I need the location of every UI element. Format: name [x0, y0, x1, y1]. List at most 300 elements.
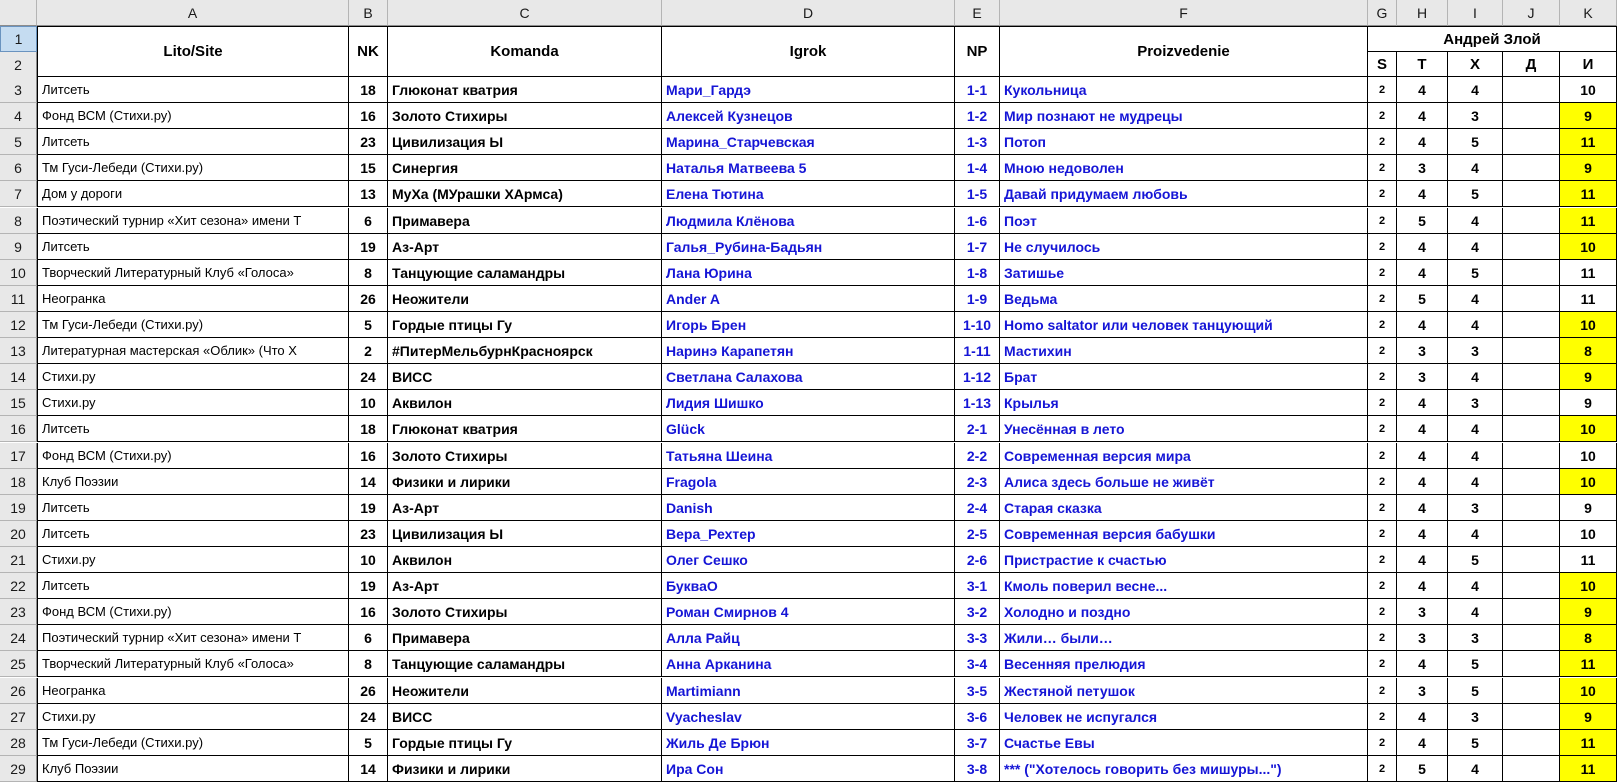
cell-E24[interactable]: 3-3 — [955, 625, 1000, 651]
cell-E29[interactable]: 3-8 — [955, 756, 1000, 782]
cell-F27[interactable]: Человек не испугался — [1000, 704, 1368, 730]
cell-H25[interactable]: 4 — [1397, 651, 1448, 677]
cell-K13[interactable]: 8 — [1560, 338, 1617, 364]
cell-K15[interactable]: 9 — [1560, 390, 1617, 416]
cell-I7[interactable]: 5 — [1448, 181, 1503, 207]
cell-C19[interactable]: Аз-Арт — [388, 495, 662, 521]
cell-D17[interactable]: Татьяна Шеина — [662, 443, 955, 469]
cell-J8[interactable] — [1503, 208, 1560, 234]
cell-J16[interactable] — [1503, 416, 1560, 442]
cell-G13[interactable]: 2 — [1368, 338, 1397, 364]
cell-B4[interactable]: 16 — [349, 103, 388, 129]
cell-I8[interactable]: 4 — [1448, 208, 1503, 234]
cell-F28[interactable]: Счастье Евы — [1000, 730, 1368, 756]
cell-B29[interactable]: 14 — [349, 756, 388, 782]
cell-G11[interactable]: 2 — [1368, 286, 1397, 312]
cell-K10[interactable]: 11 — [1560, 260, 1617, 286]
row-header-22[interactable]: 22 — [0, 573, 37, 599]
cell-G16[interactable]: 2 — [1368, 416, 1397, 442]
cell-A21[interactable]: Стихи.ру — [37, 547, 349, 573]
cell-C13[interactable]: #ПитерМельбурнКрасноярск — [388, 338, 662, 364]
cell-K4[interactable]: 9 — [1560, 103, 1617, 129]
cell-H12[interactable]: 4 — [1397, 312, 1448, 338]
cell-F7[interactable]: Давай придумаем любовь — [1000, 181, 1368, 207]
cell-J24[interactable] — [1503, 625, 1560, 651]
cell-E17[interactable]: 2-2 — [955, 443, 1000, 469]
cell-H6[interactable]: 3 — [1397, 155, 1448, 181]
cell-E15[interactable]: 1-13 — [955, 390, 1000, 416]
cell-K23[interactable]: 9 — [1560, 599, 1617, 625]
cell-F15[interactable]: Крылья — [1000, 390, 1368, 416]
cell-C14[interactable]: ВИСС — [388, 364, 662, 390]
cell-E16[interactable]: 2-1 — [955, 416, 1000, 442]
cell-C24[interactable]: Примавера — [388, 625, 662, 651]
cell-F10[interactable]: Затишье — [1000, 260, 1368, 286]
cell-B19[interactable]: 19 — [349, 495, 388, 521]
cell-K8[interactable]: 11 — [1560, 208, 1617, 234]
cell-I20[interactable]: 4 — [1448, 521, 1503, 547]
cell-B18[interactable]: 14 — [349, 469, 388, 495]
row-header-4[interactable]: 4 — [0, 103, 37, 129]
cell-K28[interactable]: 11 — [1560, 730, 1617, 756]
cell-B28[interactable]: 5 — [349, 730, 388, 756]
cell-B8[interactable]: 6 — [349, 208, 388, 234]
cell-I6[interactable]: 4 — [1448, 155, 1503, 181]
cell-I3[interactable]: 4 — [1448, 77, 1503, 103]
cell-H27[interactable]: 4 — [1397, 704, 1448, 730]
cell-G17[interactable]: 2 — [1368, 443, 1397, 469]
cell-D23[interactable]: Роман Смирнов 4 — [662, 599, 955, 625]
cell-K11[interactable]: 11 — [1560, 286, 1617, 312]
cell-G26[interactable]: 2 — [1368, 678, 1397, 704]
cell-D28[interactable]: Жиль Де Брюн — [662, 730, 955, 756]
column-header-H[interactable]: H — [1397, 0, 1448, 26]
cell-G29[interactable]: 2 — [1368, 756, 1397, 782]
cell-F9[interactable]: Не случилось — [1000, 234, 1368, 260]
cell-D26[interactable]: Martimiann — [662, 678, 955, 704]
cell-F19[interactable]: Старая сказка — [1000, 495, 1368, 521]
row-header-20[interactable]: 20 — [0, 521, 37, 547]
cell-B10[interactable]: 8 — [349, 260, 388, 286]
cell-A4[interactable]: Фонд ВСМ (Стихи.ру) — [37, 103, 349, 129]
cell-K27[interactable]: 9 — [1560, 704, 1617, 730]
cell-F20[interactable]: Современная версия бабушки — [1000, 521, 1368, 547]
cell-C25[interactable]: Танцующие саламандры — [388, 651, 662, 677]
cell-H7[interactable]: 4 — [1397, 181, 1448, 207]
cell-A24[interactable]: Поэтический турнир «Хит сезона» имени Т — [37, 625, 349, 651]
cell-E19[interactable]: 2-4 — [955, 495, 1000, 521]
cell-G10[interactable]: 2 — [1368, 260, 1397, 286]
cell-B9[interactable]: 19 — [349, 234, 388, 260]
cell-I16[interactable]: 4 — [1448, 416, 1503, 442]
column-header-K[interactable]: K — [1560, 0, 1617, 26]
cell-D22[interactable]: БукваО — [662, 573, 955, 599]
row-header-23[interactable]: 23 — [0, 599, 37, 625]
cell-F29[interactable]: *** ("Хотелось говорить без мишуры...") — [1000, 756, 1368, 782]
row-header-25[interactable]: 25 — [0, 651, 37, 677]
cell-D29[interactable]: Ира Сон — [662, 756, 955, 782]
cell-I15[interactable]: 3 — [1448, 390, 1503, 416]
cell-H28[interactable]: 4 — [1397, 730, 1448, 756]
cell-J6[interactable] — [1503, 155, 1560, 181]
cell-I21[interactable]: 5 — [1448, 547, 1503, 573]
row-header-14[interactable]: 14 — [0, 364, 37, 390]
row-header-27[interactable]: 27 — [0, 704, 37, 730]
cell-F26[interactable]: Жестяной петушок — [1000, 678, 1368, 704]
cell-C28[interactable]: Гордые птицы Гу — [388, 730, 662, 756]
cell-A16[interactable]: Литсеть — [37, 416, 349, 442]
cell-C23[interactable]: Золото Стихиры — [388, 599, 662, 625]
cell-C5[interactable]: Цивилизация Ы — [388, 129, 662, 155]
cell-C20[interactable]: Цивилизация Ы — [388, 521, 662, 547]
cell-D18[interactable]: Fragola — [662, 469, 955, 495]
cell-B17[interactable]: 16 — [349, 443, 388, 469]
cell-D20[interactable]: Вера_Рехтер — [662, 521, 955, 547]
cell-G23[interactable]: 2 — [1368, 599, 1397, 625]
column-header-J[interactable]: J — [1503, 0, 1560, 26]
cell-E8[interactable]: 1-6 — [955, 208, 1000, 234]
cell-F25[interactable]: Весенняя прелюдия — [1000, 651, 1368, 677]
cell-G21[interactable]: 2 — [1368, 547, 1397, 573]
cell-J7[interactable] — [1503, 181, 1560, 207]
cell-A15[interactable]: Стихи.ру — [37, 390, 349, 416]
cell-E12[interactable]: 1-10 — [955, 312, 1000, 338]
cell-F4[interactable]: Мир познают не мудрецы — [1000, 103, 1368, 129]
cell-H17[interactable]: 4 — [1397, 443, 1448, 469]
cell-F14[interactable]: Брат — [1000, 364, 1368, 390]
cell-F3[interactable]: Кукольница — [1000, 77, 1368, 103]
cell-C8[interactable]: Примавера — [388, 208, 662, 234]
cell-E7[interactable]: 1-5 — [955, 181, 1000, 207]
cell-E10[interactable]: 1-8 — [955, 260, 1000, 286]
row-header-12[interactable]: 12 — [0, 312, 37, 338]
cell-I5[interactable]: 5 — [1448, 129, 1503, 155]
cell-J12[interactable] — [1503, 312, 1560, 338]
cell-C12[interactable]: Гордые птицы Гу — [388, 312, 662, 338]
row-header-13[interactable]: 13 — [0, 338, 37, 364]
cell-J28[interactable] — [1503, 730, 1560, 756]
row-header-2[interactable]: 2 — [0, 52, 37, 78]
cell-E11[interactable]: 1-9 — [955, 286, 1000, 312]
cell-I14[interactable]: 4 — [1448, 364, 1503, 390]
cell-H18[interactable]: 4 — [1397, 469, 1448, 495]
cell-A17[interactable]: Фонд ВСМ (Стихи.ру) — [37, 443, 349, 469]
cell-D7[interactable]: Елена Тютина — [662, 181, 955, 207]
cell-D27[interactable]: Vyacheslav — [662, 704, 955, 730]
cell-J23[interactable] — [1503, 599, 1560, 625]
cell-F16[interactable]: Унесённая в лето — [1000, 416, 1368, 442]
cell-F6[interactable]: Мною недоволен — [1000, 155, 1368, 181]
row-header-19[interactable]: 19 — [0, 495, 37, 521]
cell-D3[interactable]: Мари_Гардэ — [662, 77, 955, 103]
cell-C11[interactable]: Неожители — [388, 286, 662, 312]
cell-C27[interactable]: ВИСС — [388, 704, 662, 730]
row-header-9[interactable]: 9 — [0, 234, 37, 260]
cell-C18[interactable]: Физики и лирики — [388, 469, 662, 495]
cell-F13[interactable]: Мастихин — [1000, 338, 1368, 364]
cell-F18[interactable]: Алиса здесь больше не живёт — [1000, 469, 1368, 495]
cell-H14[interactable]: 3 — [1397, 364, 1448, 390]
cell-H29[interactable]: 5 — [1397, 756, 1448, 782]
cell-B11[interactable]: 26 — [349, 286, 388, 312]
cell-K16[interactable]: 10 — [1560, 416, 1617, 442]
cell-I10[interactable]: 5 — [1448, 260, 1503, 286]
cell-J10[interactable] — [1503, 260, 1560, 286]
cell-B15[interactable]: 10 — [349, 390, 388, 416]
cell-E6[interactable]: 1-4 — [955, 155, 1000, 181]
cell-A14[interactable]: Стихи.ру — [37, 364, 349, 390]
row-header-10[interactable]: 10 — [0, 260, 37, 286]
cell-F8[interactable]: Поэт — [1000, 208, 1368, 234]
cell-K29[interactable]: 11 — [1560, 756, 1617, 782]
cell-G24[interactable]: 2 — [1368, 625, 1397, 651]
cell-B6[interactable]: 15 — [349, 155, 388, 181]
cell-J22[interactable] — [1503, 573, 1560, 599]
cell-A6[interactable]: Тм Гуси-Лебеди (Стихи.ру) — [37, 155, 349, 181]
cell-A29[interactable]: Клуб Поэзии — [37, 756, 349, 782]
cell-A12[interactable]: Тм Гуси-Лебеди (Стихи.ру) — [37, 312, 349, 338]
cell-C21[interactable]: Аквилон — [388, 547, 662, 573]
row-header-16[interactable]: 16 — [0, 416, 37, 442]
cell-H8[interactable]: 5 — [1397, 208, 1448, 234]
cell-J13[interactable] — [1503, 338, 1560, 364]
cell-F22[interactable]: Кмоль поверил весне... — [1000, 573, 1368, 599]
row-header-6[interactable]: 6 — [0, 155, 37, 181]
cell-F5[interactable]: Потоп — [1000, 129, 1368, 155]
cell-A26[interactable]: Неогранка — [37, 678, 349, 704]
cell-E23[interactable]: 3-2 — [955, 599, 1000, 625]
cell-K24[interactable]: 8 — [1560, 625, 1617, 651]
cell-G14[interactable]: 2 — [1368, 364, 1397, 390]
cell-J19[interactable] — [1503, 495, 1560, 521]
cell-H21[interactable]: 4 — [1397, 547, 1448, 573]
cell-I23[interactable]: 4 — [1448, 599, 1503, 625]
cell-E13[interactable]: 1-11 — [955, 338, 1000, 364]
cell-E28[interactable]: 3-7 — [955, 730, 1000, 756]
cell-F12[interactable]: Homo saltator или человек танцующий — [1000, 312, 1368, 338]
cell-H22[interactable]: 4 — [1397, 573, 1448, 599]
cell-D6[interactable]: Наталья Матвеева 5 — [662, 155, 955, 181]
cell-I26[interactable]: 5 — [1448, 678, 1503, 704]
cell-I29[interactable]: 4 — [1448, 756, 1503, 782]
cell-B14[interactable]: 24 — [349, 364, 388, 390]
cell-B12[interactable]: 5 — [349, 312, 388, 338]
cell-I28[interactable]: 5 — [1448, 730, 1503, 756]
cell-G20[interactable]: 2 — [1368, 521, 1397, 547]
cell-C16[interactable]: Глюконат кватрия — [388, 416, 662, 442]
cell-H9[interactable]: 4 — [1397, 234, 1448, 260]
cell-B13[interactable]: 2 — [349, 338, 388, 364]
cell-A23[interactable]: Фонд ВСМ (Стихи.ру) — [37, 599, 349, 625]
cell-I17[interactable]: 4 — [1448, 443, 1503, 469]
cell-B22[interactable]: 19 — [349, 573, 388, 599]
cell-K21[interactable]: 11 — [1560, 547, 1617, 573]
row-header-15[interactable]: 15 — [0, 390, 37, 416]
cell-J20[interactable] — [1503, 521, 1560, 547]
cell-B5[interactable]: 23 — [349, 129, 388, 155]
cell-J11[interactable] — [1503, 286, 1560, 312]
cell-K19[interactable]: 9 — [1560, 495, 1617, 521]
cell-G3[interactable]: 2 — [1368, 77, 1397, 103]
cell-K22[interactable]: 10 — [1560, 573, 1617, 599]
cell-E26[interactable]: 3-5 — [955, 678, 1000, 704]
cell-B16[interactable]: 18 — [349, 416, 388, 442]
cell-K5[interactable]: 11 — [1560, 129, 1617, 155]
cell-D10[interactable]: Лана Юрина — [662, 260, 955, 286]
row-header-18[interactable]: 18 — [0, 469, 37, 495]
cell-I19[interactable]: 3 — [1448, 495, 1503, 521]
cell-D5[interactable]: Марина_Старчевская — [662, 129, 955, 155]
row-header-21[interactable]: 21 — [0, 547, 37, 573]
column-header-G[interactable]: G — [1368, 0, 1397, 26]
column-header-C[interactable]: C — [388, 0, 662, 26]
row-header-26[interactable]: 26 — [0, 678, 37, 704]
cell-A20[interactable]: Литсеть — [37, 521, 349, 547]
cell-C17[interactable]: Золото Стихиры — [388, 443, 662, 469]
cell-I24[interactable]: 3 — [1448, 625, 1503, 651]
cell-I9[interactable]: 4 — [1448, 234, 1503, 260]
column-header-A[interactable]: A — [37, 0, 349, 26]
cell-E4[interactable]: 1-2 — [955, 103, 1000, 129]
cell-J29[interactable] — [1503, 756, 1560, 782]
cell-F21[interactable]: Пристрастие к счастью — [1000, 547, 1368, 573]
cell-H24[interactable]: 3 — [1397, 625, 1448, 651]
cell-J25[interactable] — [1503, 651, 1560, 677]
cell-A27[interactable]: Стихи.ру — [37, 704, 349, 730]
cell-J9[interactable] — [1503, 234, 1560, 260]
cell-G28[interactable]: 2 — [1368, 730, 1397, 756]
cell-G18[interactable]: 2 — [1368, 469, 1397, 495]
cell-B20[interactable]: 23 — [349, 521, 388, 547]
row-header-5[interactable]: 5 — [0, 129, 37, 155]
cell-D25[interactable]: Анна Арканина — [662, 651, 955, 677]
cell-G25[interactable]: 2 — [1368, 651, 1397, 677]
cell-F24[interactable]: Жили… были… — [1000, 625, 1368, 651]
cell-G15[interactable]: 2 — [1368, 390, 1397, 416]
cell-G19[interactable]: 2 — [1368, 495, 1397, 521]
cell-I22[interactable]: 4 — [1448, 573, 1503, 599]
cell-J3[interactable] — [1503, 77, 1560, 103]
cell-C3[interactable]: Глюконат кватрия — [388, 77, 662, 103]
cell-C15[interactable]: Аквилон — [388, 390, 662, 416]
cell-A22[interactable]: Литсеть — [37, 573, 349, 599]
cell-I13[interactable]: 3 — [1448, 338, 1503, 364]
cell-H23[interactable]: 3 — [1397, 599, 1448, 625]
cell-C9[interactable]: Аз-Арт — [388, 234, 662, 260]
cell-D9[interactable]: Галья_Рубина-Бадьян — [662, 234, 955, 260]
row-header-7[interactable]: 7 — [0, 181, 37, 207]
cell-A18[interactable]: Клуб Поэзии — [37, 469, 349, 495]
cell-E21[interactable]: 2-6 — [955, 547, 1000, 573]
cell-B25[interactable]: 8 — [349, 651, 388, 677]
cell-G4[interactable]: 2 — [1368, 103, 1397, 129]
cell-A28[interactable]: Тм Гуси-Лебеди (Стихи.ру) — [37, 730, 349, 756]
cell-J15[interactable] — [1503, 390, 1560, 416]
select-all-corner[interactable] — [0, 0, 37, 26]
cell-A5[interactable]: Литсеть — [37, 129, 349, 155]
cell-J14[interactable] — [1503, 364, 1560, 390]
cell-J27[interactable] — [1503, 704, 1560, 730]
cell-D24[interactable]: Алла Райц — [662, 625, 955, 651]
cell-G6[interactable]: 2 — [1368, 155, 1397, 181]
row-header-29[interactable]: 29 — [0, 756, 37, 782]
cell-I11[interactable]: 4 — [1448, 286, 1503, 312]
cell-K7[interactable]: 11 — [1560, 181, 1617, 207]
cell-A3[interactable]: Литсеть — [37, 77, 349, 103]
cell-H26[interactable]: 3 — [1397, 678, 1448, 704]
cell-K26[interactable]: 10 — [1560, 678, 1617, 704]
cell-G7[interactable]: 2 — [1368, 181, 1397, 207]
cell-H5[interactable]: 4 — [1397, 129, 1448, 155]
cell-E9[interactable]: 1-7 — [955, 234, 1000, 260]
column-header-D[interactable]: D — [662, 0, 955, 26]
cell-H10[interactable]: 4 — [1397, 260, 1448, 286]
cell-I12[interactable]: 4 — [1448, 312, 1503, 338]
cell-D8[interactable]: Людмила Клёнова — [662, 208, 955, 234]
cell-H11[interactable]: 5 — [1397, 286, 1448, 312]
cell-F11[interactable]: Ведьма — [1000, 286, 1368, 312]
cell-E14[interactable]: 1-12 — [955, 364, 1000, 390]
cell-J5[interactable] — [1503, 129, 1560, 155]
column-header-F[interactable]: F — [1000, 0, 1368, 26]
cell-G27[interactable]: 2 — [1368, 704, 1397, 730]
row-header-17[interactable]: 17 — [0, 443, 37, 469]
cell-I25[interactable]: 5 — [1448, 651, 1503, 677]
cell-C7[interactable]: МуХа (МУрашки ХАрмса) — [388, 181, 662, 207]
row-header-3[interactable]: 3 — [0, 77, 37, 103]
cell-F17[interactable]: Современная версия мира — [1000, 443, 1368, 469]
cell-B26[interactable]: 26 — [349, 678, 388, 704]
cell-A25[interactable]: Творческий Литературный Клуб «Голоса» — [37, 651, 349, 677]
cell-J17[interactable] — [1503, 443, 1560, 469]
cell-D21[interactable]: Олег Сешко — [662, 547, 955, 573]
cell-D19[interactable]: Danish — [662, 495, 955, 521]
cell-J26[interactable] — [1503, 678, 1560, 704]
cell-K18[interactable]: 10 — [1560, 469, 1617, 495]
cell-C26[interactable]: Неожители — [388, 678, 662, 704]
cell-H15[interactable]: 4 — [1397, 390, 1448, 416]
cell-H20[interactable]: 4 — [1397, 521, 1448, 547]
column-header-E[interactable]: E — [955, 0, 1000, 26]
cell-K14[interactable]: 9 — [1560, 364, 1617, 390]
column-header-I[interactable]: I — [1448, 0, 1503, 26]
cell-K20[interactable]: 10 — [1560, 521, 1617, 547]
cell-G22[interactable]: 2 — [1368, 573, 1397, 599]
cell-C29[interactable]: Физики и лирики — [388, 756, 662, 782]
cell-H19[interactable]: 4 — [1397, 495, 1448, 521]
cell-D12[interactable]: Игорь Брен — [662, 312, 955, 338]
cell-J4[interactable] — [1503, 103, 1560, 129]
cell-D13[interactable]: Наринэ Карапетян — [662, 338, 955, 364]
cell-A13[interactable]: Литературная мастерская «Облик» (Что Х — [37, 338, 349, 364]
cell-G12[interactable]: 2 — [1368, 312, 1397, 338]
cell-C22[interactable]: Аз-Арт — [388, 573, 662, 599]
cell-G9[interactable]: 2 — [1368, 234, 1397, 260]
cell-G5[interactable]: 2 — [1368, 129, 1397, 155]
cell-E3[interactable]: 1-1 — [955, 77, 1000, 103]
cell-K6[interactable]: 9 — [1560, 155, 1617, 181]
cell-K9[interactable]: 10 — [1560, 234, 1617, 260]
cell-C6[interactable]: Синергия — [388, 155, 662, 181]
cell-A11[interactable]: Неогранка — [37, 286, 349, 312]
row-header-1[interactable]: 1 — [0, 26, 37, 52]
cell-C10[interactable]: Танцующие саламандры — [388, 260, 662, 286]
cell-H13[interactable]: 3 — [1397, 338, 1448, 364]
cell-G8[interactable]: 2 — [1368, 208, 1397, 234]
row-header-11[interactable]: 11 — [0, 286, 37, 312]
row-header-8[interactable]: 8 — [0, 208, 37, 234]
cell-D11[interactable]: Ander A — [662, 286, 955, 312]
